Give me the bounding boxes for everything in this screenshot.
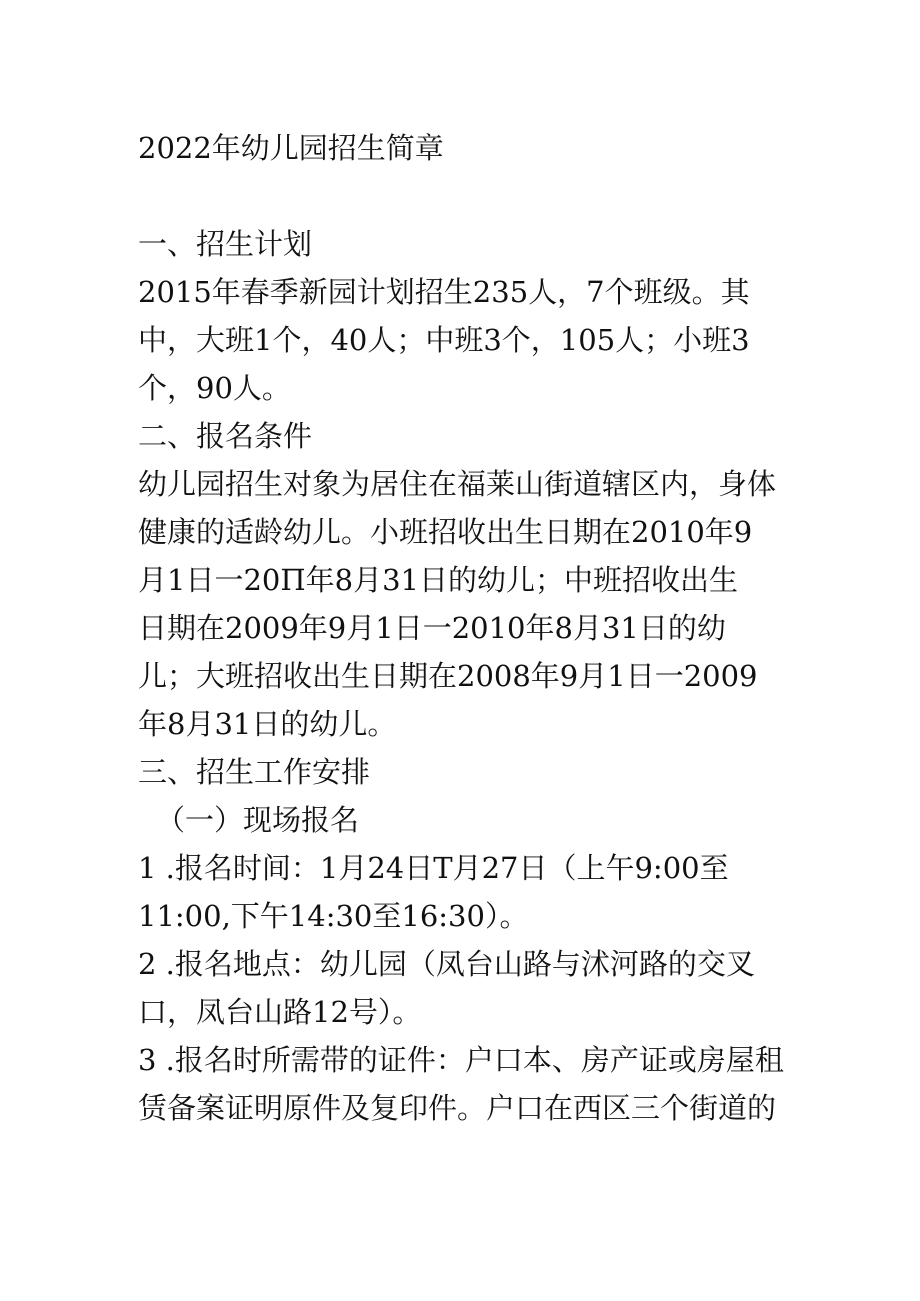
section-heading-plan: 一、招生计划 (138, 227, 313, 261)
paragraph-line: 中，大班1个，40人；中班3个，105人；小班3 (138, 323, 750, 357)
paragraph-line: 儿；大班招收出生日期在2008年9月1日一2009 (138, 659, 758, 693)
subsection-heading-onsite-registration: （一）现场报名 (156, 803, 360, 837)
document-body (138, 220, 798, 1132)
list-item-line: 11:00,下午14:30至16:30）。 (138, 899, 529, 933)
paragraph-line: 月1日一20Π年8月31日的幼儿；中班招收出生 (138, 563, 738, 597)
list-item-line: 2 .报名地点：幼儿园（凤台山路与沭河路的交叉 (138, 947, 755, 981)
document-title: 2022年幼儿园招生简章 (138, 131, 444, 165)
paragraph-line: 日期在2009年9月1日一2010年8月31日的幼 (138, 611, 726, 645)
section-heading-arrangement: 三、招生工作安排 (138, 755, 371, 789)
list-item-line: 3 .报名时所需带的证件：户口本、房产证或房屋租 (138, 1043, 784, 1077)
list-item-line: 1 .报名时间：1月24日T月27日（上午9:00至 (138, 851, 729, 885)
paragraph-line: 健康的适龄幼儿。小班招收出生日期在2010年9 (138, 515, 753, 549)
paragraph-line: 2015年春季新园计划招生235人，7个班级。其 (138, 275, 750, 309)
paragraph-line: 幼儿园招生对象为居住在福莱山街道辖区内，身体 (138, 467, 777, 501)
section-heading-conditions: 二、报名条件 (138, 419, 313, 453)
paragraph-line: 年8月31日的幼儿。 (138, 707, 397, 741)
list-item-line: 口，凤台山路12号）。 (138, 995, 422, 1029)
paragraph-line: 个，90人。 (138, 371, 291, 405)
list-item-line: 赁备案证明原件及复印件。户口在西区三个街道的 (138, 1091, 777, 1125)
